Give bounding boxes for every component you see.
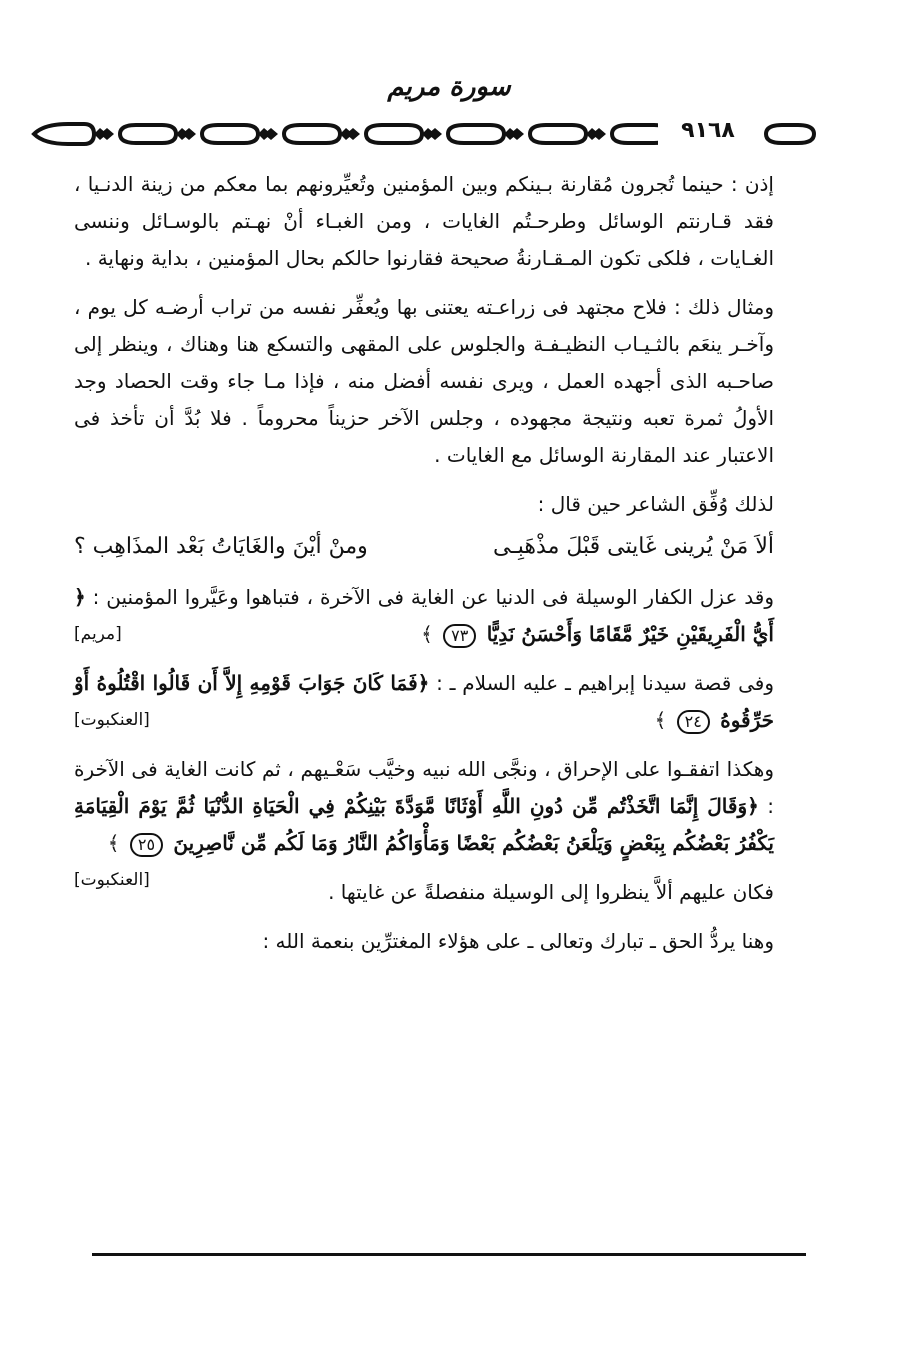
ayah-number-24: ٢٤	[677, 710, 710, 734]
poem-verse	[74, 527, 774, 567]
poem-second-hemistich: ومنْ أيْنَ والغَايَاتُ بَعْد المذَاهِب ؟	[74, 534, 368, 559]
verse-close-brace: ﴾	[654, 708, 667, 732]
paragraph-5	[74, 665, 774, 739]
ayah-number-25: ٢٥	[130, 833, 163, 857]
paragraph-4	[74, 579, 774, 653]
paragraph-2: ومثال ذلك : فلاح مجتهد فى زراعـته يعتنى بها ويُعفِّر نفسه من تراب أرضـه كل يوم ، وآخـر ينعَم بالثـيـاب النظيـفـة والجلوس على المقهى والتسكع هنا وهناك ، وينظر إلى صاحـبه الذى أجهده العمل ، ويرى نفسه أفضل منه ، فإذا مـا جاء وقت الحصاد وجد الأولُ ثمرة تعبه ونتيجة مجهوده ، وجلس الآخر حزيناً محروماً . فلا بُدَّ أن تأخذ فى الاعتبار عند المقارنة الوسائل مع الغايات .	[74, 295, 774, 467]
quran-verse-25: ﴿وَقَالَ إِنَّمَا اتَّخَذْتُم مِّن دُونِ اللَّهِ أَوْثَانًا مَّوَدَّةَ بَيْنِكُمْ فِي الْحَيَاةِ الدُّنْيَا ثُمَّ يَوْمَ الْقِيَامَةِ يَكْفُرُ بَعْضُكُم بِبَعْضٍ وَيَلْعَنُ بَعْضُكُم بَعْضًا وَمَأْوَاكُمُ النَّارُ وَمَا لَكُم مِّن نَّاصِرِينَ	[74, 794, 774, 855]
footer-rule	[92, 1253, 806, 1256]
page-number: ٩١٦٨	[658, 116, 758, 146]
paragraph-7: فكان عليهم ألاَّ ينظروا إلى الوسيلة منفصلةً عن غايتها .	[328, 880, 774, 904]
surah-reference: [مريم]	[74, 624, 122, 644]
quran-verse-24: ﴿فَمَا كَانَ جَوَابَ قَوْمِهِ إِلاَّ أَن قَالُوا اقْتُلُوهُ أَوْ حَرِّقُوهُ	[74, 671, 774, 732]
paragraph-6	[74, 751, 775, 890]
surah-title: سورة مريم	[387, 72, 511, 102]
paragraph-5-text: وفى قصة سيدنا إبراهيم ـ عليه السلام ـ :	[436, 671, 775, 695]
ayah-number-73: ٧٣	[443, 624, 476, 648]
paragraph-3: لذلك وُفِّق الشاعر حين قال :	[537, 492, 774, 516]
surah-reference: [العنكبوت]	[74, 870, 150, 890]
verse-close-brace: ﴾	[421, 622, 433, 646]
paragraph-1: إذن : حينما تُجرون مُقارنة بـينكم وبين المؤمنين وتُعيِّرونهم بما معكم من زينة الدنـيا ، فقد قـارنتم الوسائل وطرحـتُم الغايات ، ومن الغبـاء أنْ نهـتم بالوسـائل وننسى الغـايات ، فلكى تكون المـقـارنةُ صحيحة فقارنوا حالكم بحال المؤمنين ، بداية ونهاية .	[74, 172, 774, 270]
verse-close-brace: ﴾	[107, 831, 120, 855]
paragraph-6-text: وهكذا اتفقـوا على الإحراق ، ونجَّى الله نبيه وخيَّب سَعْـيهم ، ثم كانت الغاية فى الآخرة :	[74, 757, 775, 818]
quran-verse-73: ﴿ أَيُّ الْفَرِيقَيْنِ خَيْرٌ مَّقَامًا وَأَحْسَنُ نَدِيًّا	[74, 585, 774, 646]
paragraph-8: وهنا يردُّ الحق ـ تبارك وتعالى ـ على هؤلاء المغترِّين بنعمة الله :	[262, 929, 774, 953]
surah-reference: [العنكبوت]	[74, 710, 150, 730]
main-text	[74, 166, 774, 960]
poem-first-hemistich: ألاَ مَنْ يُرينى غَايتى قَبْلَ مذْهَبِـى	[493, 534, 774, 559]
paragraph-4-text: وقد عزل الكفار الوسيلة فى الدنيا عن الغاية فى الآخرة ، فتباهوا وعَيَّروا المؤمنين :	[92, 585, 775, 609]
